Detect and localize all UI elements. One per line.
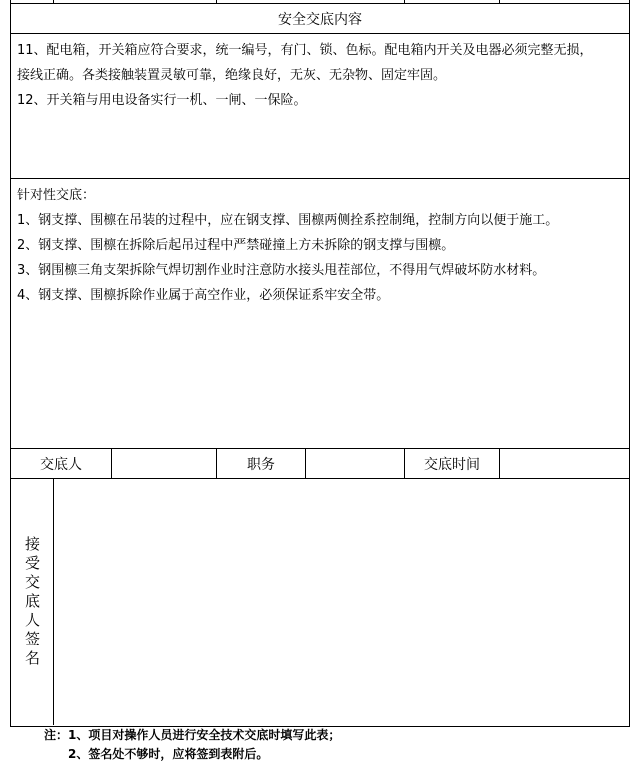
receiver-signature-area[interactable] (54, 479, 629, 725)
specific-heading: 针对性交底： (17, 188, 96, 203)
general-item: 12、开关箱与用电设备实行一机、一闸、一保险。 (17, 93, 307, 108)
note-line-2: 2、签名处不够时，应将签到表附后。 (68, 747, 269, 761)
form-notes (44, 726, 624, 764)
specific-item: 1、钢支撑、围檩在吊装的过程中，应在钢支撑、围檩两侧拴系控制绳，控制方向以便于施工。 (17, 213, 559, 228)
briefer-label: 交底人 (40, 456, 82, 473)
general-item: 11、配电箱，开关箱应符合要求，统一编号，有门、锁、色标。配电箱内开关及电器必须完整无损， (17, 43, 593, 58)
specific-item: 2、钢支撑、围檩在拆除后起吊过程中严禁碰撞上方未拆除的钢支撑与围檩。 (17, 238, 455, 253)
position-field[interactable] (306, 449, 404, 478)
general-item: 接线正确。各类接触装置灵敏可靠，绝缘良好，无灰、无杂物、固定牢固。 (17, 68, 447, 83)
section-title: 安全交底内容 (278, 11, 362, 28)
briefer-field[interactable] (112, 449, 216, 478)
receiver-signature-section (11, 479, 629, 726)
time-field[interactable] (500, 449, 629, 478)
briefing-form (10, 0, 630, 727)
time-label: 交底时间 (424, 456, 480, 473)
briefing-signoff-row (11, 449, 629, 479)
specific-briefing-block (11, 179, 629, 449)
section-title-row (11, 3, 629, 34)
specific-item: 4、钢支撑、围檩拆除作业属于高空作业，必须保证系牢安全带。 (17, 288, 390, 303)
position-label-cell (217, 449, 305, 478)
position-label: 职务 (247, 456, 275, 473)
receiver-label-cell (11, 479, 54, 725)
time-label-cell (405, 449, 499, 478)
note-line-1: 注：1、项目对操作人员进行安全技术交底时填写此表； (44, 728, 341, 742)
briefer-label-cell (11, 449, 111, 478)
specific-item: 3、钢围檩三角支架拆除气焊切割作业时注意防水接头甩茬部位，不得用气焊破坏防水材料。 (17, 263, 546, 278)
general-requirements-block (11, 34, 629, 179)
receiver-label: 接受交底人签名 (23, 535, 41, 669)
